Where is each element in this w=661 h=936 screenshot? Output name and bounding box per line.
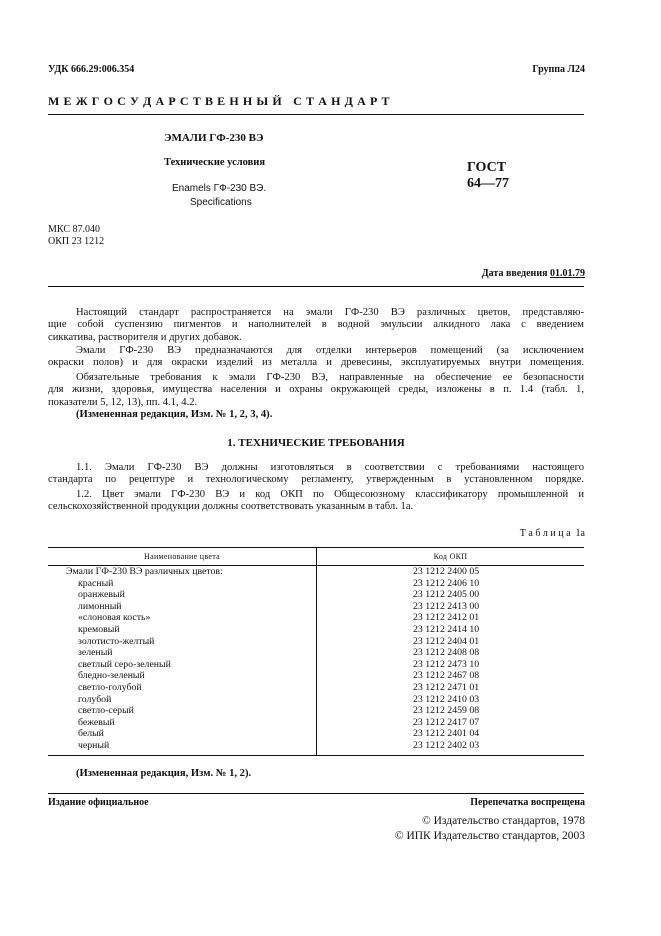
- color-name-cell: красный: [48, 578, 317, 590]
- table-row: [48, 624, 584, 636]
- official-edition: Издание официальное: [48, 797, 149, 808]
- clause-1-1: 1.1. Эмали ГФ-230 ВЭ должны изготовляться в соответствии с требованиями настоящего стандарта по рецептуре и технологическому регламенту, утвержденным в установленном порядке.: [48, 462, 584, 486]
- effective-date-label: Дата введения: [481, 268, 548, 279]
- footer-rule: [48, 793, 584, 794]
- okp-code-cell: 23 1212 2467 08: [413, 670, 480, 682]
- intro-edition-note: (Измененная редакция, Изм. № 1, 2, 3, 4).: [76, 409, 273, 420]
- table-row: [48, 612, 584, 624]
- copyright-1978: © Издательство стандартов, 1978: [421, 815, 585, 827]
- table-row: [48, 670, 584, 682]
- color-name-cell: бледно-зеленый: [48, 670, 317, 682]
- color-name-cell: кремовый: [48, 624, 317, 636]
- intro-paragraph-3: Обязательные требования к эмали ГФ-230 ВЭ, направленные на обеспечение ее безопасности для жизни, здоровья, имущества населения и охраны окружающей среды, изложены в п. 1.4 (табл. 1, показатели 5, 12, 13), пп. 4.1, 4.2.: [48, 372, 584, 408]
- okp-code-cell: 23 1212 2414 10: [413, 623, 480, 635]
- table-row: [48, 717, 584, 729]
- color-name-cell: бежевый: [48, 717, 317, 729]
- column-header-color: Наименование цвета: [48, 548, 317, 566]
- table-row: [48, 589, 584, 601]
- color-name-cell: светло-серый: [48, 705, 317, 717]
- okp-code-cell: 23 1212 2406 10: [413, 577, 480, 589]
- reprint-prohibited: Перепечатка воспрещена: [470, 797, 585, 808]
- color-name-cell: золотисто-желтый: [48, 636, 317, 648]
- okp-code-cell: 23 1212 2459 08: [413, 705, 480, 717]
- color-name-cell: зеленый: [48, 647, 317, 659]
- table-row: [48, 682, 584, 694]
- table-row: [48, 659, 584, 671]
- gost-label: ГОСТ: [467, 160, 507, 175]
- color-name-cell: голубой: [48, 694, 317, 706]
- standard-banner: М Е Ж Г О С У Д А Р С Т В Е Н Н Ы Й С Т А Н Д А Р Т: [48, 94, 391, 108]
- copyright-2003: © ИПК Издательство стандартов, 2003: [394, 830, 585, 842]
- okp-code-cell: 23 1212 2473 10: [413, 658, 480, 670]
- intro-paragraph-2: Эмали ГФ-230 ВЭ предназначаются для отделки интерьеров помещений (за исключением окраски полов) и для окраски изделий из металла и древесины, эксплуатируемых внутри помещения.: [48, 345, 584, 369]
- color-code-table: [48, 547, 584, 756]
- okp-code-cell: 23 1212 2405 00: [413, 589, 480, 601]
- table-row: [48, 601, 584, 613]
- document-title: ЭМАЛИ ГФ-230 ВЭ: [164, 132, 264, 144]
- okp-code-cell: 23 1212 2408 08: [413, 647, 480, 659]
- color-name-cell: белый: [48, 728, 317, 740]
- okp-code-cell: 23 1212 2400 05: [413, 566, 480, 577]
- okp-code-cell: 23 1212 2412 01: [413, 612, 480, 624]
- intro-paragraph-1: Настоящий стандарт распространяется на эмали ГФ-230 ВЭ различных цветов, представляю- щие собой суспензию пигментов и наполнителей в водной эмульсии алкидного лака с введением сиккатива, растворителя и других добавок.: [48, 307, 584, 343]
- document-subtitle: Технические условия: [164, 157, 266, 168]
- color-name-cell: Эмали ГФ-230 ВЭ различных цветов:: [48, 566, 317, 578]
- effective-date-value: 01.01.79: [550, 268, 585, 279]
- table-row: [48, 647, 584, 659]
- okp-code-cell: 23 1212 2401 04: [413, 728, 480, 740]
- okp-code-cell: 23 1212 2410 03: [413, 693, 480, 705]
- column-header-okp: Код ОКП: [317, 548, 585, 566]
- udk-code: УДК 666.29:006.354: [48, 64, 135, 75]
- gost-number: 64—77: [467, 176, 509, 191]
- okp-code: ОКП 23 1212: [48, 236, 105, 247]
- color-name-cell: «слоновая кость»: [48, 612, 317, 624]
- table-row: [48, 705, 584, 717]
- table-row: [48, 740, 584, 755]
- okp-code-cell: 23 1212 2404 01: [413, 635, 480, 647]
- section-heading: 1. ТЕХНИЧЕСКИЕ ТРЕБОВАНИЯ: [227, 437, 405, 449]
- table-caption: Т а б л и ц а 1а: [519, 528, 585, 539]
- english-subtitle: Specifications: [190, 197, 252, 208]
- table-row: [48, 578, 584, 590]
- english-title: Enamels ГФ-230 ВЭ.: [172, 183, 267, 194]
- okp-code-cell: 23 1212 2402 03: [317, 740, 585, 755]
- color-name-cell: светлый серо-зеленый: [48, 659, 317, 671]
- clause-1-2: 1.2. Цвет эмали ГФ-230 ВЭ и код ОКП по Общесоюзному классификатору промышленной и сельскохозяйственной продукции должны соответствовать указанным в табл. 1а.: [48, 489, 584, 513]
- color-name-cell: оранжевый: [48, 589, 317, 601]
- table-row: [48, 694, 584, 706]
- table-row: [48, 728, 584, 740]
- banner-rule: [48, 114, 584, 115]
- effective-date: [482, 268, 585, 279]
- table-row: [48, 636, 584, 648]
- table-row: [48, 566, 584, 578]
- mks-code: МКС 87.040: [48, 224, 100, 235]
- okp-code-cell: 23 1212 2417 07: [413, 716, 480, 728]
- okp-code-cell: 23 1212 2471 01: [413, 681, 480, 693]
- color-name-cell: черный: [48, 740, 317, 755]
- date-rule: [48, 286, 584, 287]
- color-name-cell: лимонный: [48, 601, 317, 613]
- group-code: Группа Л24: [532, 64, 585, 75]
- color-name-cell: светло-голубой: [48, 682, 317, 694]
- okp-code-cell: 23 1212 2413 00: [413, 600, 480, 612]
- table-edition-note: (Измененная редакция, Изм. № 1, 2).: [76, 768, 252, 779]
